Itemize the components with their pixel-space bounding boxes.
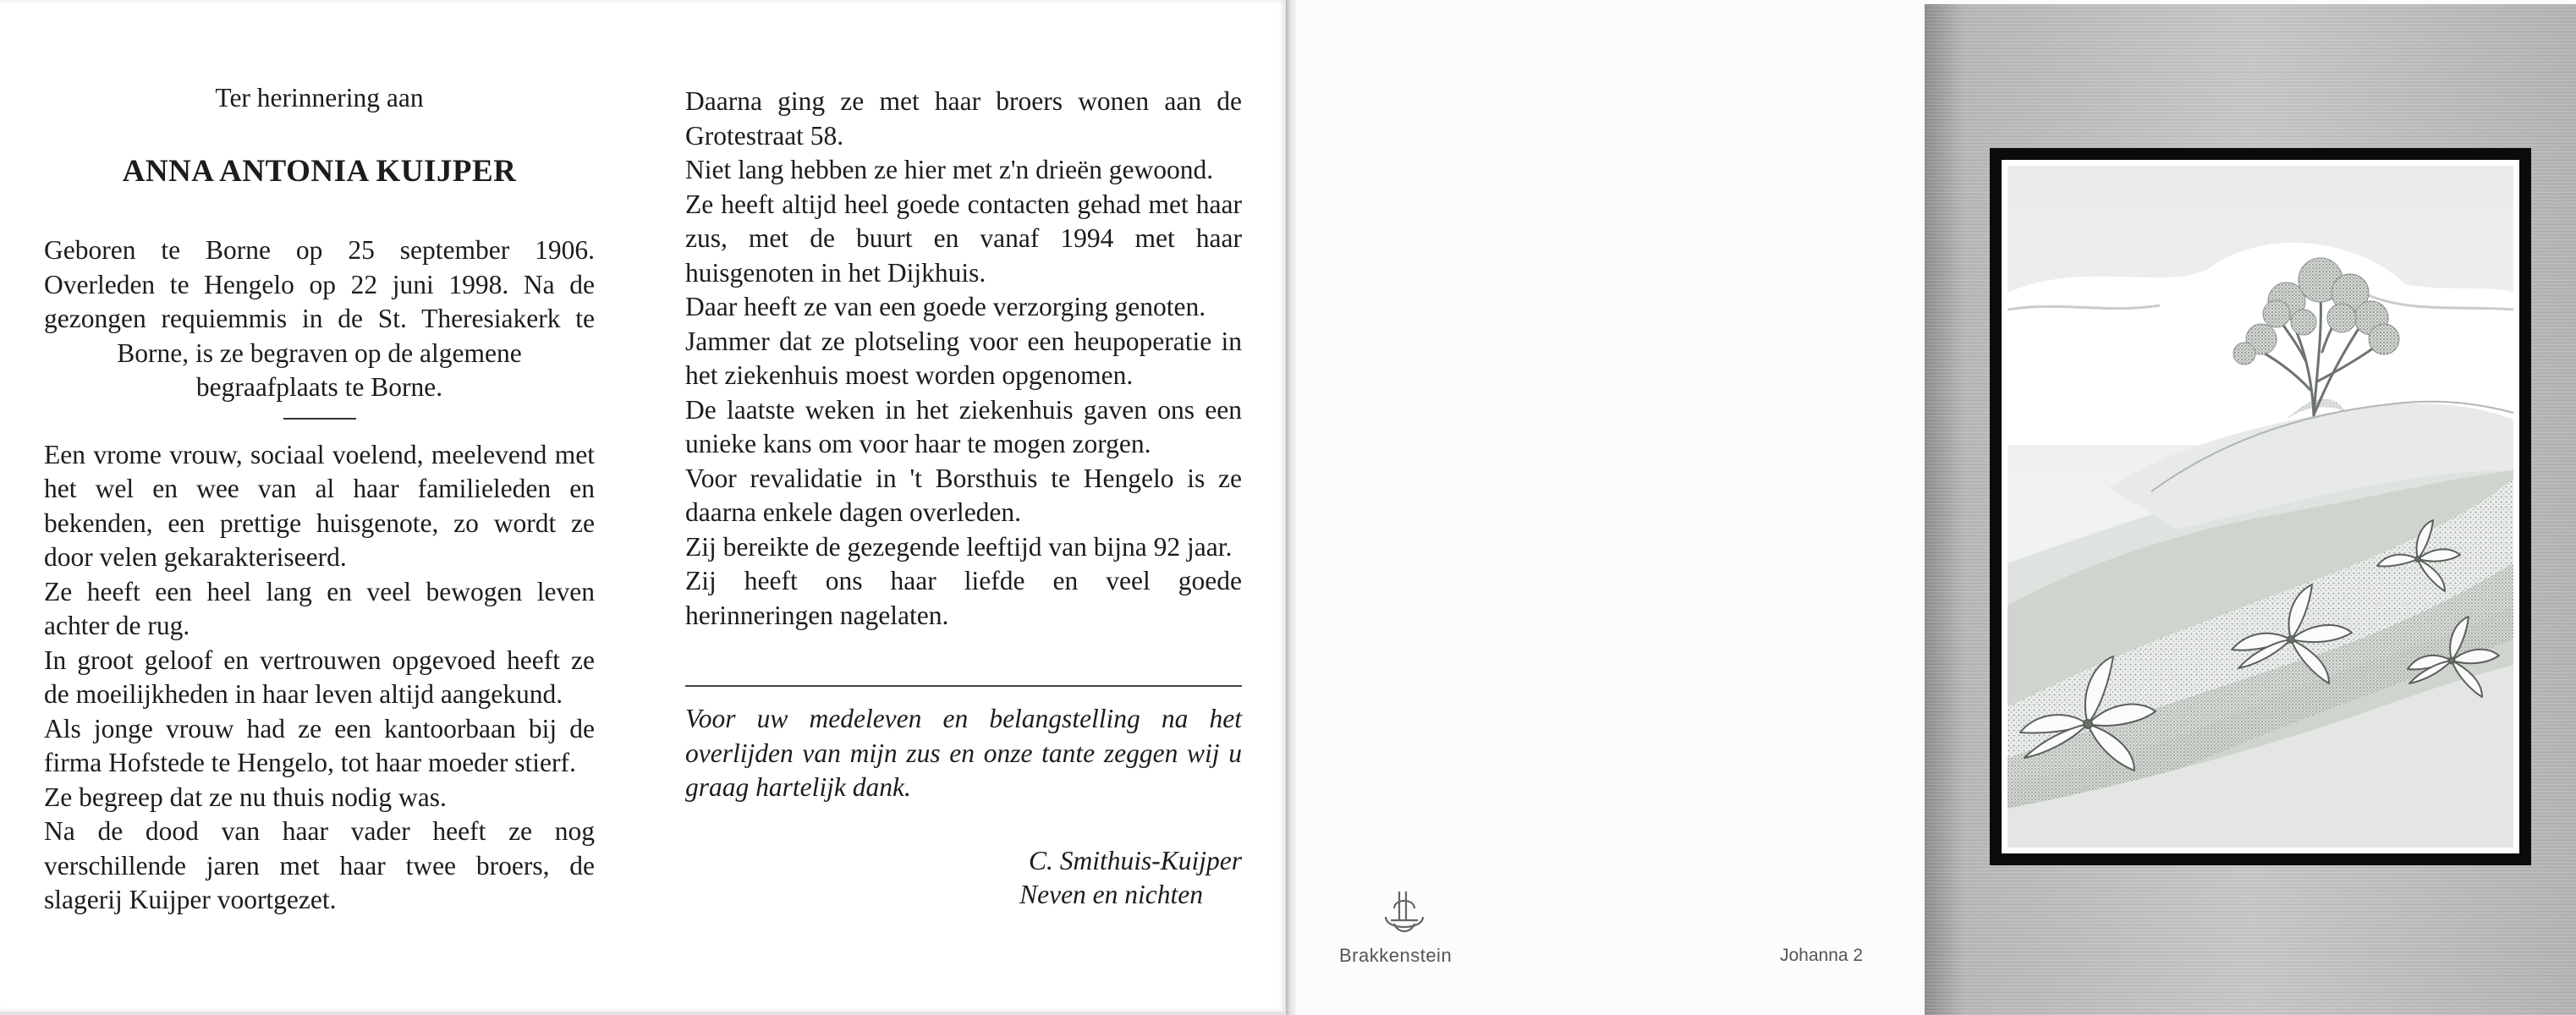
birth-death-line: gezongen requiemmis in de St. Theresiakerk te [44,304,595,333]
left-text-column [44,81,595,918]
biography-paragraph: Ze heeft een heel lang en veel bewogen leven achter de rug. [44,576,595,640]
long-divider [685,685,1242,687]
thanks-message: Voor uw medeleven en belangstelling na het overlijden van mijn zus en onze tante zeggen wij u graag hartelijk dank. [685,704,1242,802]
card-cover [1925,4,2576,1015]
brakkenstein-logo-icon [1379,886,1430,939]
biography-paragraph: Ze begreep dat ze nu thuis nodig was. [44,782,447,812]
card-fold-edge [1286,0,1296,1015]
biography-paragraph: De laatste weken in het ziekenhuis gaven ons een unieke kans om voor haar te mogen zorgen. [685,394,1242,458]
middle-text-column [685,85,1242,913]
biography-paragraph: In groot geloof en vertrouwen opgevoed heeft ze de moeilijkheden in haar leven altijd aangekund. [44,645,595,709]
card-model-name: Johanna 2 [1780,946,1864,965]
illustration-frame [1990,148,2531,865]
biography-paragraph: Zij heeft ons haar liefde en veel goede herinneringen nagelaten. [685,566,1242,630]
biography-paragraph: Ze heeft altijd heel goede contacten gehad met haar zus, met de buurt en vanaf 1994 met haar huisgenoten in het Dijkhuis. [685,189,1242,288]
deceased-name: ANNA ANTONIA KUIJPER [122,153,517,189]
short-divider [283,418,356,420]
tree-on-hill-with-lilies-illustration [2008,166,2513,848]
intro-heading: Ter herinnering aan [215,83,424,112]
biography-paragraph: Daar heeft ze van een goede verzorging genoten. [685,292,1206,321]
signature-block [685,844,1242,913]
birth-death-line: Borne, is ze begraven op de algemene [117,337,522,368]
signature-family: Neven en nichten [1019,880,1203,909]
biography-paragraph: Als jonge vrouw had ze een kantoorbaan bij de firma Hofstede te Hengelo, tot haar moeder stierf. [44,713,595,777]
biography-paragraph: Niet lang hebben ze hier met z'n drieën gewoond. [685,155,1214,184]
biography-paragraph: Zij bereikte de gezegende leeftijd van bijna 92 jaar. [685,531,1233,562]
birth-death-line: begraafplaats te Borne. [195,372,443,402]
biography-paragraph: Voor revalidatie in 't Borsthuis te Hengelo is ze daarna enkele dagen overleden. [685,463,1242,527]
biography-paragraph: Na de dood van haar vader heeft ze nog verschillende jaren met haar twee broers, de slagerij Kuijper voortgezet. [44,816,595,914]
biography-paragraph: Jammer dat ze plotseling voor een heupoperatie in het ziekenhuis moest worden opgenomen. [685,326,1242,390]
birth-death-line: Overleden te Hengelo op 22 juni 1998. Na de [44,269,595,299]
illustration-mat [2002,160,2519,853]
biography-paragraph: Een vrome vrouw, sociaal voelend, meelevend met het wel en wee van al haar familieleden en bekenden, een prettige huisgenote, zo wordt ze door velen gekarakteriseerd. [44,439,595,572]
birth-death-line: Geboren te Borne op 25 september 1906. [44,235,595,265]
birth-death-block [44,233,595,405]
publisher-name: Brakkenstein [1339,945,1453,966]
signature-name: C. Smithuis-Kuijper [1028,845,1242,875]
biography-paragraph: Daarna ging ze met haar broers wonen aan de Grotestraat 58. [685,86,1242,151]
